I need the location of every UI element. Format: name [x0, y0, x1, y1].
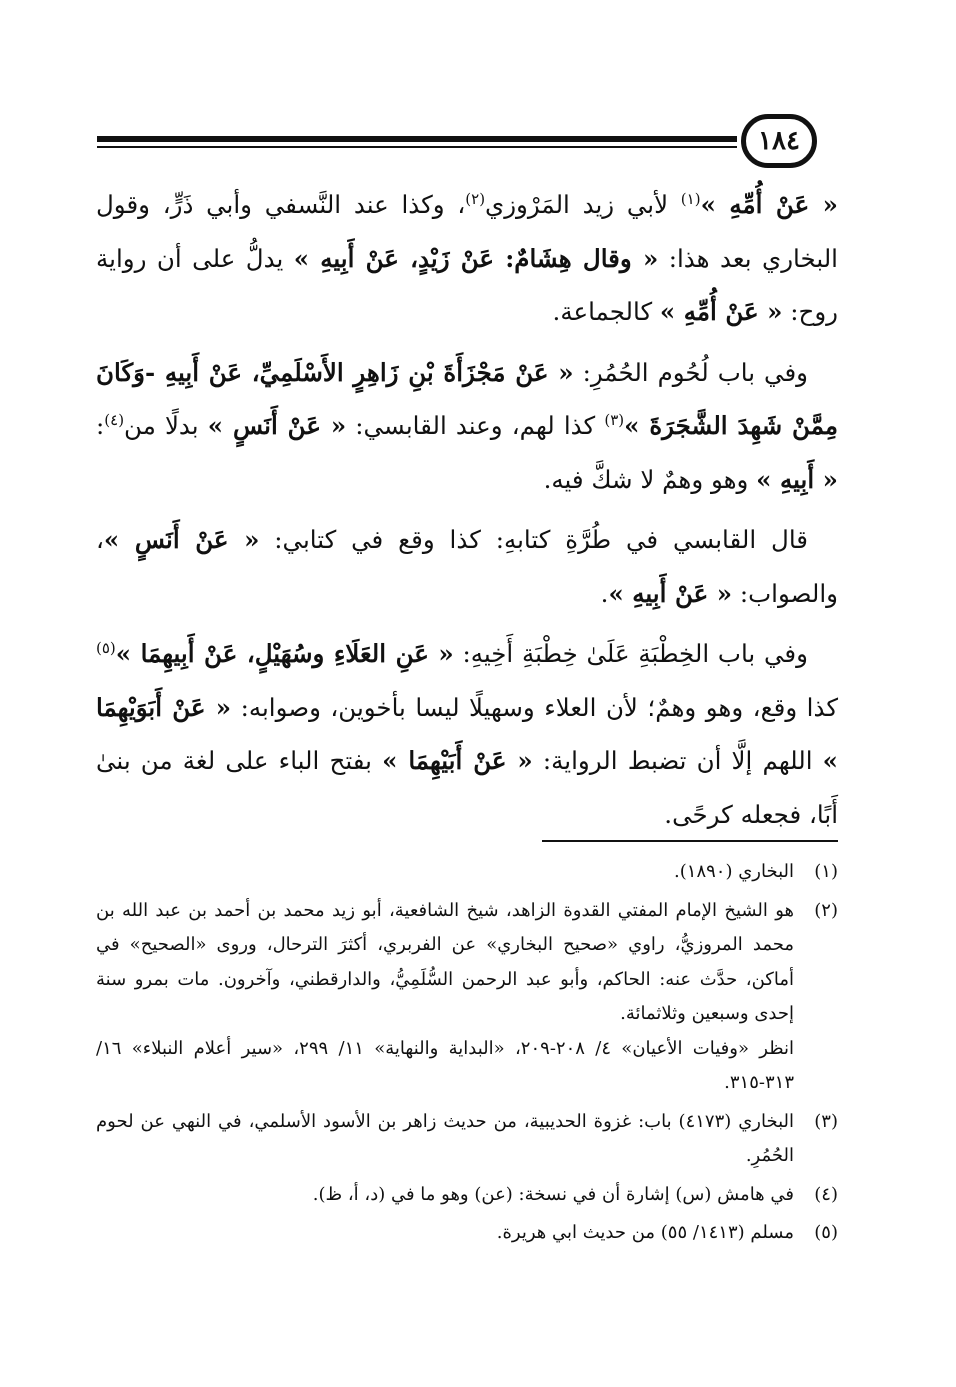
footnote-body — [96, 894, 794, 1101]
text-run: كذا وقع، وهو وهمٌ؛ لأن العلاء وسهيلًا ليسا بأخوين، وصوابه: — [231, 692, 838, 722]
footnote-4 — [96, 1178, 838, 1213]
footnote-text: مسلم (١٤١٣/ ٥٥) من حديث ابي هريرة. — [496, 1222, 794, 1243]
footnotes — [96, 855, 838, 1255]
footnote-text: البخاري (١٨٩٠). — [674, 861, 794, 882]
text-run: كالجماعة. — [552, 297, 660, 326]
page-header — [97, 112, 837, 172]
footnote-body — [96, 1216, 794, 1251]
footnote-number: (٢) — [814, 899, 838, 921]
text-run: اللهم إلَّا أن تضبط الرواية: — [532, 746, 823, 775]
footnote-ref: (٣) — [604, 410, 625, 429]
text-run: لأبي زيد المَرْوزي — [485, 190, 681, 219]
main-text — [96, 178, 838, 848]
footnote-number: (٥) — [814, 1222, 838, 1243]
footnote-ref: (١) — [680, 189, 701, 208]
footnote-5 — [96, 1216, 838, 1251]
text-run: وهو وهمٌ لا شكَّ فيه. — [543, 464, 757, 494]
quote: « عَنْ مَجْزَأَةَ بْنِ زَاهِرٍ الأَسْلَمِيِّ، عَنْ أَبِيهِ -وَكَانَ مِمَّنْ شَهِدَ الشَّجَرَةَ » — [96, 357, 838, 440]
footnote-number: (٤) — [814, 1183, 838, 1205]
text-run: ، وكذا عند النَّسفي وأبي ذَرٍّ، وقول البخاري بعد هذا: — [96, 190, 838, 273]
text-run: وفي باب لُحُوم الحُمُرِ: — [573, 357, 808, 387]
paragraph-3 — [96, 513, 838, 620]
quote: « عَنْ أَبَوَيْهِمَا » — [96, 692, 838, 775]
text-run: وفي باب الخِطْبَةِ عَلَىٰ خِطْبَةِ أَخِيهِ: — [453, 639, 808, 668]
quote: « عَنْ أَنَسٍ » — [103, 525, 260, 554]
text-run: : — [96, 411, 105, 440]
footnote-body — [96, 855, 794, 890]
header-rule-thin — [97, 146, 737, 148]
quote: « عَنْ أَنَسٍ » — [207, 411, 347, 440]
text-run: . — [600, 578, 609, 608]
footnote-ref: (٤) — [104, 410, 125, 429]
paragraph-4 — [96, 627, 838, 841]
footnote-text: هو الشيخ الإمام المفتي القدوة الزاهد، شيخ الشافعية، أبو زيد محمد بن أحمد بن عبد الله بن محمد المروزيُّ، راوي «صحيح البخاري» عن الفربري، أكثرَ الترحال، وروى «الصحيح» في أماكن، حدَّث عنه: الحاكم، وأبو عبد الرحمن السُّلَمِيُّ، والدارقطني، وآخرون. مات بمرو سنة إحدى وسبعين وثلاثمائة. — [96, 899, 794, 1024]
page-number: ١٨٤ — [741, 114, 817, 168]
text-run: ، والصواب: — [96, 525, 838, 608]
footnote-number: (٣) — [814, 1110, 838, 1132]
header-rule-thick — [97, 136, 737, 142]
quote: « عَنْ أَبِيهِ » — [608, 578, 733, 608]
footnote-ref: (٥) — [96, 638, 116, 657]
footnote-body — [96, 1105, 794, 1174]
quote: « عَنْ أُمِّهِ » — [700, 190, 838, 219]
footnote-text: البخاري (٤١٧٣) باب: غزوة الحديبية، من حديث زاهر بن الأسود الأسلمي، في النهي عن لحوم الحُمُرِ. — [96, 1110, 795, 1166]
paragraph-2 — [96, 346, 838, 507]
quote: « عَنْ أُمِّهِ » — [659, 297, 783, 326]
footnote-3 — [96, 1105, 838, 1174]
text-run: قال القابسي في طُرَّةِ كتابهِ: كذا وقع في كتابي: — [259, 525, 809, 554]
quote: « وقال هِشَامٌ: عَنْ زَيْدٍ، عَنْ أَبِيهِ » — [293, 243, 659, 273]
footnote-number: (١) — [814, 861, 838, 882]
footnote-text: في هامش (س) إشارة أن في نسخة: (عن) وهو ما في (د، أ، ظ). — [312, 1183, 794, 1205]
text-run: بفتح الباء على لغة من بنىٰ أَبًا، فجعله كرحًى. — [96, 746, 838, 829]
footnote-text: انظر «وفيات الأعيان» ٤/ ٢٠٨-٢٠٩، «البداية والنهاية» ١١/ ٢٩٩، «سير أعلام النبلاء» ١٦/ ٣١٣-٣١٥. — [96, 1037, 794, 1093]
footnote-2 — [96, 894, 838, 1101]
quote: « عَنْ أَبَيْهِمَا » — [382, 746, 533, 775]
paragraph-1 — [96, 178, 838, 339]
quote: « عَنِ العَلَاءِ وسُهَيْلٍ، عَنْ أَبِيهِمَا » — [115, 639, 454, 668]
quote: « أَبِيهِ » — [756, 464, 838, 494]
text-run: يدلُّ على أن رواية روح: — [96, 243, 838, 326]
footnote-ref: (٢) — [465, 189, 486, 208]
text-run: بدلًا من — [124, 411, 208, 440]
footnote-body — [96, 1178, 794, 1213]
text-run: كذا لهم، وعند القابسي: — [346, 411, 605, 440]
footnote-1 — [96, 855, 838, 890]
footnote-separator — [542, 840, 838, 842]
